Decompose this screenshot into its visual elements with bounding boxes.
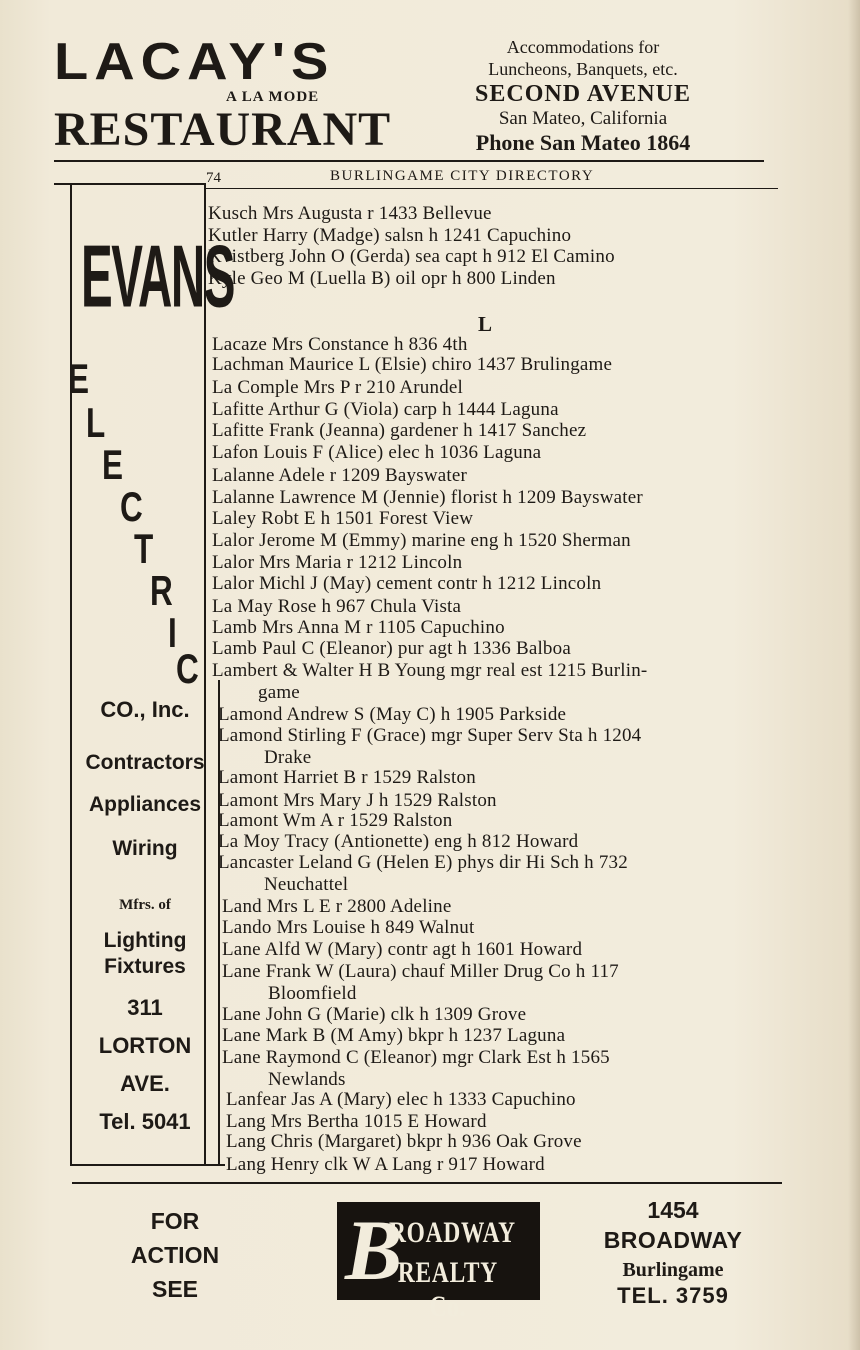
ad-electric-letter: C [120, 483, 143, 530]
ad-line-appliances: Appliances [88, 793, 202, 816]
ad-line-lighting: Lighting [103, 929, 187, 952]
ad-electric-letter: L [86, 399, 106, 446]
directory-entry [208, 246, 615, 268]
entry-text: Lamb Paul C (Eleanor) pur agt h 1336 Balboa [212, 638, 571, 659]
ad-restaurant-subtitle: A LA MODE [226, 89, 320, 105]
broadway-realty-logo [337, 1202, 540, 1323]
entry-text: Lalor Jerome M (Emmy) marine eng h 1520 Sherman [212, 530, 631, 551]
entry-text: Lafitte Frank (Jeanna) gardener h 1417 Sanchez [212, 420, 587, 441]
entry-text: Lane Frank W (Laura) chauf Miller Drug Co h 117 [222, 961, 619, 982]
directory-entry [212, 530, 631, 552]
directory-entry [212, 617, 505, 639]
ad-line-accommodations: Accommodations for [506, 37, 660, 57]
directory-entry [212, 354, 612, 376]
ad-electric-letter: R [150, 567, 173, 614]
entry-text: Lamont Harriet B r 1529 Ralston [218, 767, 476, 788]
running-title: BURLINGAME CITY DIRECTORY [330, 168, 595, 184]
ad-line-street: SECOND AVENUE [475, 81, 691, 107]
top-ad-divider [405, 40, 406, 160]
entry-text: Lachman Maurice L (Elsie) chiro 1437 Brulingame [212, 354, 613, 375]
entry-text: Lambert & Walter H B Young mgr real est 1215 Burlin- [212, 660, 648, 681]
header-rule-right [206, 188, 778, 189]
logo-initial: B [345, 1202, 403, 1298]
directory-entry [218, 704, 566, 726]
entry-text: Lane Alfd W (Mary) contr agt h 1601 Howard [222, 939, 583, 960]
entry-text: Lalanne Adele r 1209 Bayswater [212, 465, 468, 486]
entry-text: Lane John G (Marie) clk h 1309 Grove [222, 1004, 527, 1025]
directory-entry [218, 725, 641, 769]
ad-company-type: CO., Inc. [100, 697, 190, 722]
directory-entry [212, 552, 462, 574]
entry-text: Land Mrs L E r 2800 Adeline [222, 896, 452, 917]
bottom-ad-rule [72, 1182, 782, 1184]
ad-line-phone: Phone San Mateo 1864 [475, 130, 691, 155]
ad-line-mfrs: Mfrs. of [119, 897, 171, 913]
directory-entry [222, 896, 452, 918]
entry-text: Lamond Stirling F (Grace) mgr Super Serv Sta h 1204 [218, 725, 642, 746]
directory-entry [218, 767, 476, 789]
entry-text: Kyle Geo M (Luella B) oil opr h 800 Linden [208, 268, 556, 289]
entry-continuation: game [258, 682, 300, 703]
directory-entry [226, 1154, 545, 1176]
entry-text: Lacaze Mrs Constance h 836 4th [212, 334, 468, 355]
page-number: 74 [206, 170, 221, 186]
ad-electric-letter: I [168, 609, 177, 656]
directory-entry [226, 1111, 487, 1133]
directory-entry [212, 660, 647, 704]
page-edge-shadow [848, 0, 860, 1350]
entry-continuation: Neuchattel [264, 874, 349, 895]
entry-continuation: Drake [264, 747, 312, 768]
directory-entry [212, 442, 541, 464]
entry-text: Lane Mark B (M Amy) bkpr h 1237 Laguna [222, 1025, 566, 1046]
ad-electric-letter: T [134, 525, 154, 572]
lacays-restaurant-ad [54, 34, 764, 162]
directory-entry [208, 203, 492, 225]
ad-restaurant-type: RESTAURANT [54, 103, 392, 156]
directory-entry [226, 1131, 582, 1153]
ad-line-city: Burlingame [622, 1259, 724, 1281]
entry-text: Kutler Harry (Madge) salsn h 1241 Capuchino [208, 225, 572, 246]
ad-line-address-number: 311 [127, 995, 163, 1020]
ad-line-see: SEE [151, 1276, 199, 1302]
ad-line-ave: AVE. [120, 1071, 170, 1096]
entry-text: Lafon Louis F (Alice) elec h 1036 Laguna [212, 442, 542, 463]
entry-text: Lalor Michl J (May) cement contr h 1212 Lincoln [212, 573, 602, 594]
bottom-ad-address [580, 1196, 766, 1308]
ad-restaurant-details [452, 36, 714, 156]
ad-evans-name: EVANS [81, 226, 235, 326]
ad-line-wiring: Wiring [112, 837, 178, 860]
entry-continuation: Bloomfield [268, 983, 357, 1004]
directory-entry [218, 790, 497, 812]
evans-electric-ad [56, 185, 235, 1165]
directory-entry [222, 1025, 565, 1047]
ad-electric-letter: E [68, 355, 90, 402]
ad-restaurant-name: LACAY'S [54, 32, 335, 91]
entry-text: Lando Mrs Louise h 849 Walnut [222, 917, 475, 938]
ad-line-phone: TEL. 3759 [617, 1283, 729, 1308]
ad-line-luncheons: Luncheons, Banquets, etc. [488, 59, 678, 79]
entry-text: La Moy Tracy (Antionette) eng h 812 Howard [218, 831, 579, 852]
entry-text: Lamont Mrs Mary J h 1529 Ralston [218, 790, 497, 811]
directory-entry [212, 420, 586, 442]
directory-entry [218, 810, 452, 832]
entry-text: Lamb Mrs Anna M r 1105 Capuchino [212, 617, 505, 638]
directory-entry [208, 225, 571, 247]
entry-text: Lang Henry clk W A Lang r 917 Howard [226, 1154, 545, 1175]
section-letter: L [478, 312, 493, 336]
logo-word-realty: REALTY Co. [397, 1256, 498, 1323]
ad-line-action: ACTION [130, 1242, 220, 1268]
entry-text: Lamond Andrew S (May C) h 1905 Parkside [218, 704, 567, 725]
directory-entry [218, 852, 628, 896]
ad-electric-letter: E [102, 441, 124, 488]
directory-entry [222, 961, 619, 1005]
entry-text: Lanfear Jas A (Mary) elec h 1333 Capuchino [226, 1089, 576, 1110]
entry-text: Lang Mrs Bertha 1015 E Howard [226, 1111, 487, 1132]
directory-entry [212, 638, 571, 660]
directory-entry [222, 917, 474, 939]
directory-entry [212, 573, 601, 595]
directory-entry [222, 939, 582, 961]
entry-text: Lalor Mrs Maria r 1212 Lincoln [212, 552, 463, 573]
entry-text: Lancaster Leland G (Helen E) phys dir Hi Sch h 732 [218, 852, 628, 873]
directory-entry [212, 377, 463, 399]
ad-line-city: San Mateo, California [498, 108, 668, 129]
directory-entry [208, 268, 556, 290]
directory-entry [218, 831, 578, 853]
directory-entry [212, 487, 643, 509]
ad-line-street: LORTON [98, 1033, 192, 1058]
ad-electric-letter: C [176, 645, 199, 692]
directory-entry [212, 465, 467, 487]
entry-text: Lang Chris (Margaret) bkpr h 936 Oak Grove [226, 1131, 582, 1152]
directory-entry [222, 1047, 610, 1091]
ad-line-for: FOR [150, 1208, 200, 1234]
logo-word-broadway: ROADWAY [389, 1216, 516, 1249]
entry-text: Lane Raymond C (Eleanor) mgr Clark Est h 1565 [222, 1047, 610, 1068]
directory-entry [222, 1004, 526, 1026]
entry-continuation: Newlands [268, 1069, 346, 1090]
ad-line-address-number: 1454 [647, 1197, 699, 1223]
top-ad-rule [54, 160, 764, 162]
directory-entry [212, 508, 473, 530]
ad-line-fixtures: Fixtures [104, 955, 186, 978]
directory-entry [212, 399, 559, 421]
directory-entry [226, 1089, 576, 1111]
ad-line-phone: Tel. 5041 [99, 1109, 191, 1134]
entry-text: La Comple Mrs P r 210 Arundel [212, 377, 464, 398]
entry-text: Lafitte Arthur G (Viola) carp h 1444 Laguna [212, 399, 559, 420]
directory-entry [212, 334, 468, 356]
bottom-ad-call-to-action [110, 1204, 240, 1306]
entry-text: Lalanne Lawrence M (Jennie) florist h 1209 Bayswater [212, 487, 643, 508]
directory-entry [212, 596, 461, 618]
ad-line-contractors: Contractors [85, 751, 205, 774]
ad-line-street: BROADWAY [603, 1227, 743, 1253]
entry-text: Laley Robt E h 1501 Forest View [212, 508, 474, 529]
entry-text: La May Rose h 967 Chula Vista [212, 596, 462, 617]
entry-text: Lamont Wm A r 1529 Ralston [218, 810, 453, 831]
entry-text: Kvistberg John O (Gerda) sea capt h 912 El Camino [208, 246, 615, 267]
entry-text: Kusch Mrs Augusta r 1433 Bellevue [208, 203, 492, 224]
